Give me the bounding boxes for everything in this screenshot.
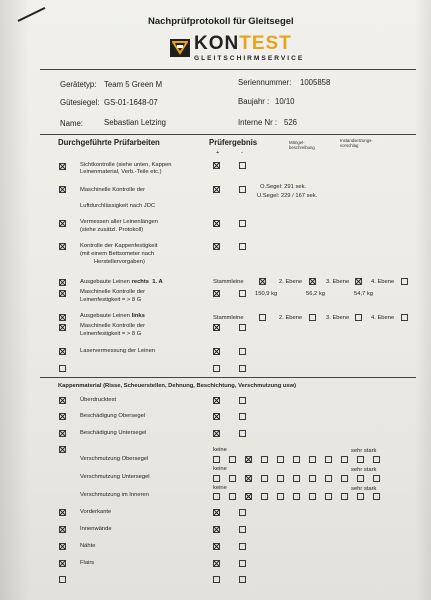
checkbox-beschaedigung-obersegel-minus[interactable]: [239, 413, 246, 420]
checkbox-flairs[interactable]: [59, 560, 66, 567]
keine-label-untersegel: keine: [213, 466, 227, 472]
document-title: Nachprüfprotokoll für Gleitsegel: [148, 16, 294, 27]
kg-value-ebene3: 54,7 kg: [354, 291, 374, 297]
baujahr-label: Baujahr :: [238, 97, 270, 106]
seriennummer-value: 1005858: [300, 78, 331, 87]
checkbox-maschinelle-rechts-minus[interactable]: [239, 290, 246, 297]
scale-inneren-1[interactable]: [213, 493, 220, 500]
checkbox-verschmutzung[interactable]: [59, 446, 66, 453]
guetesiegel-value: GS-01-1648-07: [104, 98, 158, 107]
checkbox-rechts-ebene2[interactable]: [309, 278, 316, 285]
checkbox-luftdurchlaessigkeit-minus[interactable]: [239, 186, 246, 193]
rechts-ebene4-label: 4. Ebene: [371, 279, 395, 285]
scale-obersegel-9[interactable]: [341, 456, 348, 463]
leinen-links-bold: links: [131, 313, 145, 319]
scale-obersegel-10[interactable]: [357, 456, 364, 463]
checkbox-maschinelle-rechts-plus[interactable]: [213, 290, 220, 297]
luftdurchlaessigkeit-line1: Maschinelle Kontrolle der: [80, 187, 146, 193]
column-minus: -: [241, 150, 243, 156]
geraetetyp-value: Team 5 Green M: [104, 80, 163, 89]
checkbox-links-ebene2[interactable]: [309, 314, 316, 321]
checkbox-beschaedigung-untersegel[interactable]: [59, 430, 66, 437]
flairs-text: Flairs: [80, 560, 95, 566]
checkbox-vorderkante-minus[interactable]: [239, 509, 246, 516]
checkbox-laservermessung[interactable]: [59, 348, 66, 355]
naehte-text: Nähte: [80, 543, 96, 549]
checkbox-beschaedigung-untersegel-plus[interactable]: [213, 430, 220, 437]
checkbox-rechts-stammleine[interactable]: [259, 278, 266, 285]
scale-inneren-4[interactable]: [261, 493, 268, 500]
logo-subtitle: GLEITSCHIRMSERVICE: [194, 55, 305, 62]
scale-inneren-5[interactable]: [277, 493, 284, 500]
checkbox-laservermessung-minus[interactable]: [239, 348, 246, 355]
checkbox-flairs-plus[interactable]: [213, 560, 220, 567]
beschaedigung-obersegel-text: Beschädigung Obersegel: [80, 413, 146, 419]
checkbox-ueberdrucktest[interactable]: [59, 397, 66, 404]
scale-untersegel-2[interactable]: [229, 475, 236, 482]
kappenfestigkeit-line1: Kontrolle der Kappenfestigkeit: [80, 243, 158, 249]
checkbox-vermessen[interactable]: [59, 220, 66, 227]
checkbox-empty-row-minus[interactable]: [239, 365, 246, 372]
checkbox-luftdurchlaessigkeit[interactable]: [59, 186, 66, 193]
checkbox-maschinelle-links[interactable]: [59, 324, 66, 331]
kappenfestigkeit-line2: (mit einem Bettsometer nach: [80, 251, 155, 257]
leinen-rechts-suffix: 1. A: [152, 279, 163, 285]
scale-untersegel-4[interactable]: [261, 475, 268, 482]
keine-label-inneren: keine: [213, 485, 227, 491]
page-shadow-left: [0, 0, 30, 600]
verschmutzung-untersegel-text: Verschmutzung Untersegel: [80, 474, 150, 480]
scale-inneren-7[interactable]: [309, 493, 316, 500]
links-ebene4-label: 4. Ebene: [371, 315, 395, 321]
scale-inneren-6[interactable]: [293, 493, 300, 500]
checkbox-beschaedigung-obersegel-plus[interactable]: [213, 413, 220, 420]
scale-untersegel-11[interactable]: [373, 475, 380, 482]
leinen-rechts-prefix: Ausgebaute Leinen: [80, 279, 130, 285]
checkbox-kappenfestigkeit-plus[interactable]: [213, 243, 220, 250]
kappenfestigkeit-line3: Herstellervorgaben): [94, 259, 145, 265]
checkbox-naehte-plus[interactable]: [213, 543, 220, 550]
vermessen-line2: (siehe zusätzl. Protokoll): [80, 227, 144, 233]
scale-untersegel-1[interactable]: [213, 475, 220, 482]
scale-untersegel-3[interactable]: [245, 475, 252, 482]
section-rule: [40, 377, 416, 378]
checkbox-empty-last-row-minus[interactable]: [239, 576, 246, 583]
checkbox-ueberdrucktest-minus[interactable]: [239, 397, 246, 404]
checkbox-laservermessung-plus[interactable]: [213, 348, 220, 355]
leinen-rechts-bold: rechts: [131, 279, 149, 285]
links-ebene3-label: 3. Ebene: [326, 315, 350, 321]
sehr-stark-label-obersegel: sehr stark: [351, 448, 377, 454]
scale-inneren-11[interactable]: [373, 493, 380, 500]
kg-value-stammleine: 150,9 kg: [255, 291, 278, 297]
beschaedigung-untersegel-text: Beschädigung Untersegel: [80, 430, 147, 436]
maschinelle-links-line2: Leinenfestigkeit = > 8 G: [80, 331, 142, 337]
keine-label-obersegel: keine: [213, 447, 227, 453]
checkbox-maschinelle-links-minus[interactable]: [239, 324, 246, 331]
checkbox-luftdurchlaessigkeit-plus[interactable]: [213, 186, 220, 193]
logo-kon: KON: [194, 33, 240, 54]
rechts-ebene3-label: 3. Ebene: [326, 279, 350, 285]
checkbox-vorderkante-plus[interactable]: [213, 509, 220, 516]
maschinelle-rechts-line1: Maschinelle Kontrolle der: [80, 289, 146, 295]
column-maengelbeschreibung: Mängel-beschreibung: [289, 140, 315, 150]
checkbox-kappenfestigkeit-minus[interactable]: [239, 243, 246, 250]
scale-untersegel-10[interactable]: [357, 475, 364, 482]
checkbox-beschaedigung-untersegel-minus[interactable]: [239, 430, 246, 437]
scale-inneren-10[interactable]: [357, 493, 364, 500]
checkbox-innenwaende-minus[interactable]: [239, 526, 246, 533]
leinen-rechts-label: [80, 279, 163, 286]
logo-test: TEST: [239, 33, 292, 54]
checkbox-vermessen-minus[interactable]: [239, 220, 246, 227]
checkbox-sichtkontrolle-minus[interactable]: [239, 162, 246, 169]
scale-untersegel-5[interactable]: [277, 475, 284, 482]
checkbox-rechts-ebene4[interactable]: [401, 278, 408, 285]
interne-value: 526: [284, 118, 298, 127]
links-stammleine-label: Stammleine: [213, 315, 244, 321]
checkbox-leinen-links[interactable]: [59, 314, 66, 321]
checkbox-sichtkontrolle-plus[interactable]: [213, 162, 220, 169]
scale-obersegel-1[interactable]: [213, 456, 220, 463]
scale-obersegel-5[interactable]: [277, 456, 284, 463]
scale-untersegel-6[interactable]: [293, 475, 300, 482]
checkbox-leinen-rechts[interactable]: [59, 279, 66, 286]
header-rule: [40, 69, 416, 70]
checkbox-vermessen-plus[interactable]: [213, 220, 220, 227]
checkbox-empty-row[interactable]: [59, 365, 66, 372]
kontest-logo-icon: [170, 39, 190, 57]
verschmutzung-obersegel-text: Verschmutzung Obersegel: [80, 456, 149, 462]
checkbox-empty-last-row[interactable]: [59, 576, 66, 583]
checkbox-empty-last-row-plus[interactable]: [213, 576, 220, 583]
fields-rule: [40, 134, 416, 135]
sichtkontrolle-text: Sichtkontrolle (siehe unten, Kappen Leinenmaterial, Verb.-Teile etc.): [80, 162, 172, 175]
guetesiegel-label: Gütesiegel:: [60, 98, 100, 107]
scale-untersegel-9[interactable]: [341, 475, 348, 482]
scale-obersegel-8[interactable]: [325, 456, 332, 463]
scale-obersegel-4[interactable]: [261, 456, 268, 463]
column-pruefarbeiten: Durchgeführte Prüfarbeiten: [58, 138, 160, 147]
checkbox-ueberdrucktest-plus[interactable]: [213, 397, 220, 404]
scale-obersegel-2[interactable]: [229, 456, 236, 463]
name-label: Name:: [60, 119, 83, 128]
checkbox-beschaedigung-obersegel[interactable]: [59, 413, 66, 420]
vorderkante-text: Vorderkante: [80, 509, 112, 515]
checkbox-maschinelle-links-plus[interactable]: [213, 324, 220, 331]
scale-obersegel-3[interactable]: [245, 456, 252, 463]
rechts-stammleine-label: Stammleine: [213, 279, 244, 285]
vermessen-line1: Vermessen aller Leinenlängen: [80, 219, 158, 225]
column-instandsetzungsvorschlag: Instandsetzungs-vorschlag: [340, 138, 373, 148]
checkbox-naehte[interactable]: [59, 543, 66, 550]
ueberdrucktest-text: Überdrucktest: [80, 397, 117, 403]
scale-obersegel-7[interactable]: [309, 456, 316, 463]
laservermessung-text: Laservermessung der Leinen: [80, 348, 156, 354]
rechts-ebene2-label: 2. Ebene: [279, 279, 303, 285]
maschinelle-rechts-line2: Leinenfestigkeit = > 8 G: [80, 297, 142, 303]
scale-obersegel-11[interactable]: [373, 456, 380, 463]
column-pruefergebnis: Prüfergebnis: [209, 138, 258, 147]
verschmutzung-inneren-text: Verschmutzung im Inneren: [80, 492, 149, 498]
scale-untersegel-7[interactable]: [309, 475, 316, 482]
innenwaende-text: Innenwände: [80, 526, 112, 532]
pen-mark: [18, 7, 46, 22]
checkbox-naehte-minus[interactable]: [239, 543, 246, 550]
scale-inneren-3[interactable]: [245, 493, 252, 500]
name-value: Sebastian Letzing: [104, 118, 166, 127]
luftdurchlaessigkeit-line2: Luftdurchlässigkeit nach JDC: [80, 203, 156, 209]
leinen-links-label: [80, 313, 145, 320]
page-shadow-right: [415, 0, 431, 600]
scale-untersegel-8[interactable]: [325, 475, 332, 482]
leinen-links-prefix: Ausgebaute Leinen: [80, 313, 130, 319]
interne-label: Interne Nr :: [238, 118, 277, 127]
checkbox-rechts-ebene3[interactable]: [355, 278, 362, 285]
geraetetyp-label: Gerätetyp:: [60, 80, 97, 89]
checkbox-innenwaende-plus[interactable]: [213, 526, 220, 533]
checkbox-flairs-minus[interactable]: [239, 560, 246, 567]
links-ebene2-label: 2. Ebene: [279, 315, 303, 321]
checkbox-sichtkontrolle[interactable]: [59, 163, 66, 170]
sehr-stark-label-inneren: sehr stark: [351, 486, 377, 492]
kg-value-ebene2: 56,2 kg: [306, 291, 326, 297]
checkbox-maschinelle-rechts[interactable]: [59, 290, 66, 297]
scale-inneren-9[interactable]: [341, 493, 348, 500]
scale-inneren-2[interactable]: [229, 493, 236, 500]
column-plus: +: [216, 150, 220, 156]
baujahr-value: 10/10: [275, 97, 295, 106]
scale-obersegel-6[interactable]: [293, 456, 300, 463]
maschinelle-links-line1: Maschinelle Kontrolle der: [80, 323, 146, 329]
kappenmaterial-heading: Kappenmaterial (Risse, Scheuerstellen, Dehnung, Beschichtung, Verschmutzung usw): [58, 383, 297, 389]
obersegel-result: O.Segel: 291 sek.: [260, 184, 307, 190]
seriennummer-label: Seriennummer:: [238, 78, 292, 87]
checkbox-innenwaende[interactable]: [59, 526, 66, 533]
checkbox-links-ebene4[interactable]: [401, 314, 408, 321]
checkbox-kappenfestigkeit[interactable]: [59, 243, 66, 250]
checkbox-vorderkante[interactable]: [59, 509, 66, 516]
scale-inneren-8[interactable]: [325, 493, 332, 500]
untersegel-result: U.Segel: 229 / 167 sek.: [257, 193, 318, 199]
checkbox-links-ebene3[interactable]: [355, 314, 362, 321]
sehr-stark-label-untersegel: sehr stark: [351, 467, 377, 473]
checkbox-empty-row-plus[interactable]: [213, 365, 220, 372]
checkbox-links-stammleine[interactable]: [259, 314, 266, 321]
logo-wordmark: [194, 33, 292, 55]
